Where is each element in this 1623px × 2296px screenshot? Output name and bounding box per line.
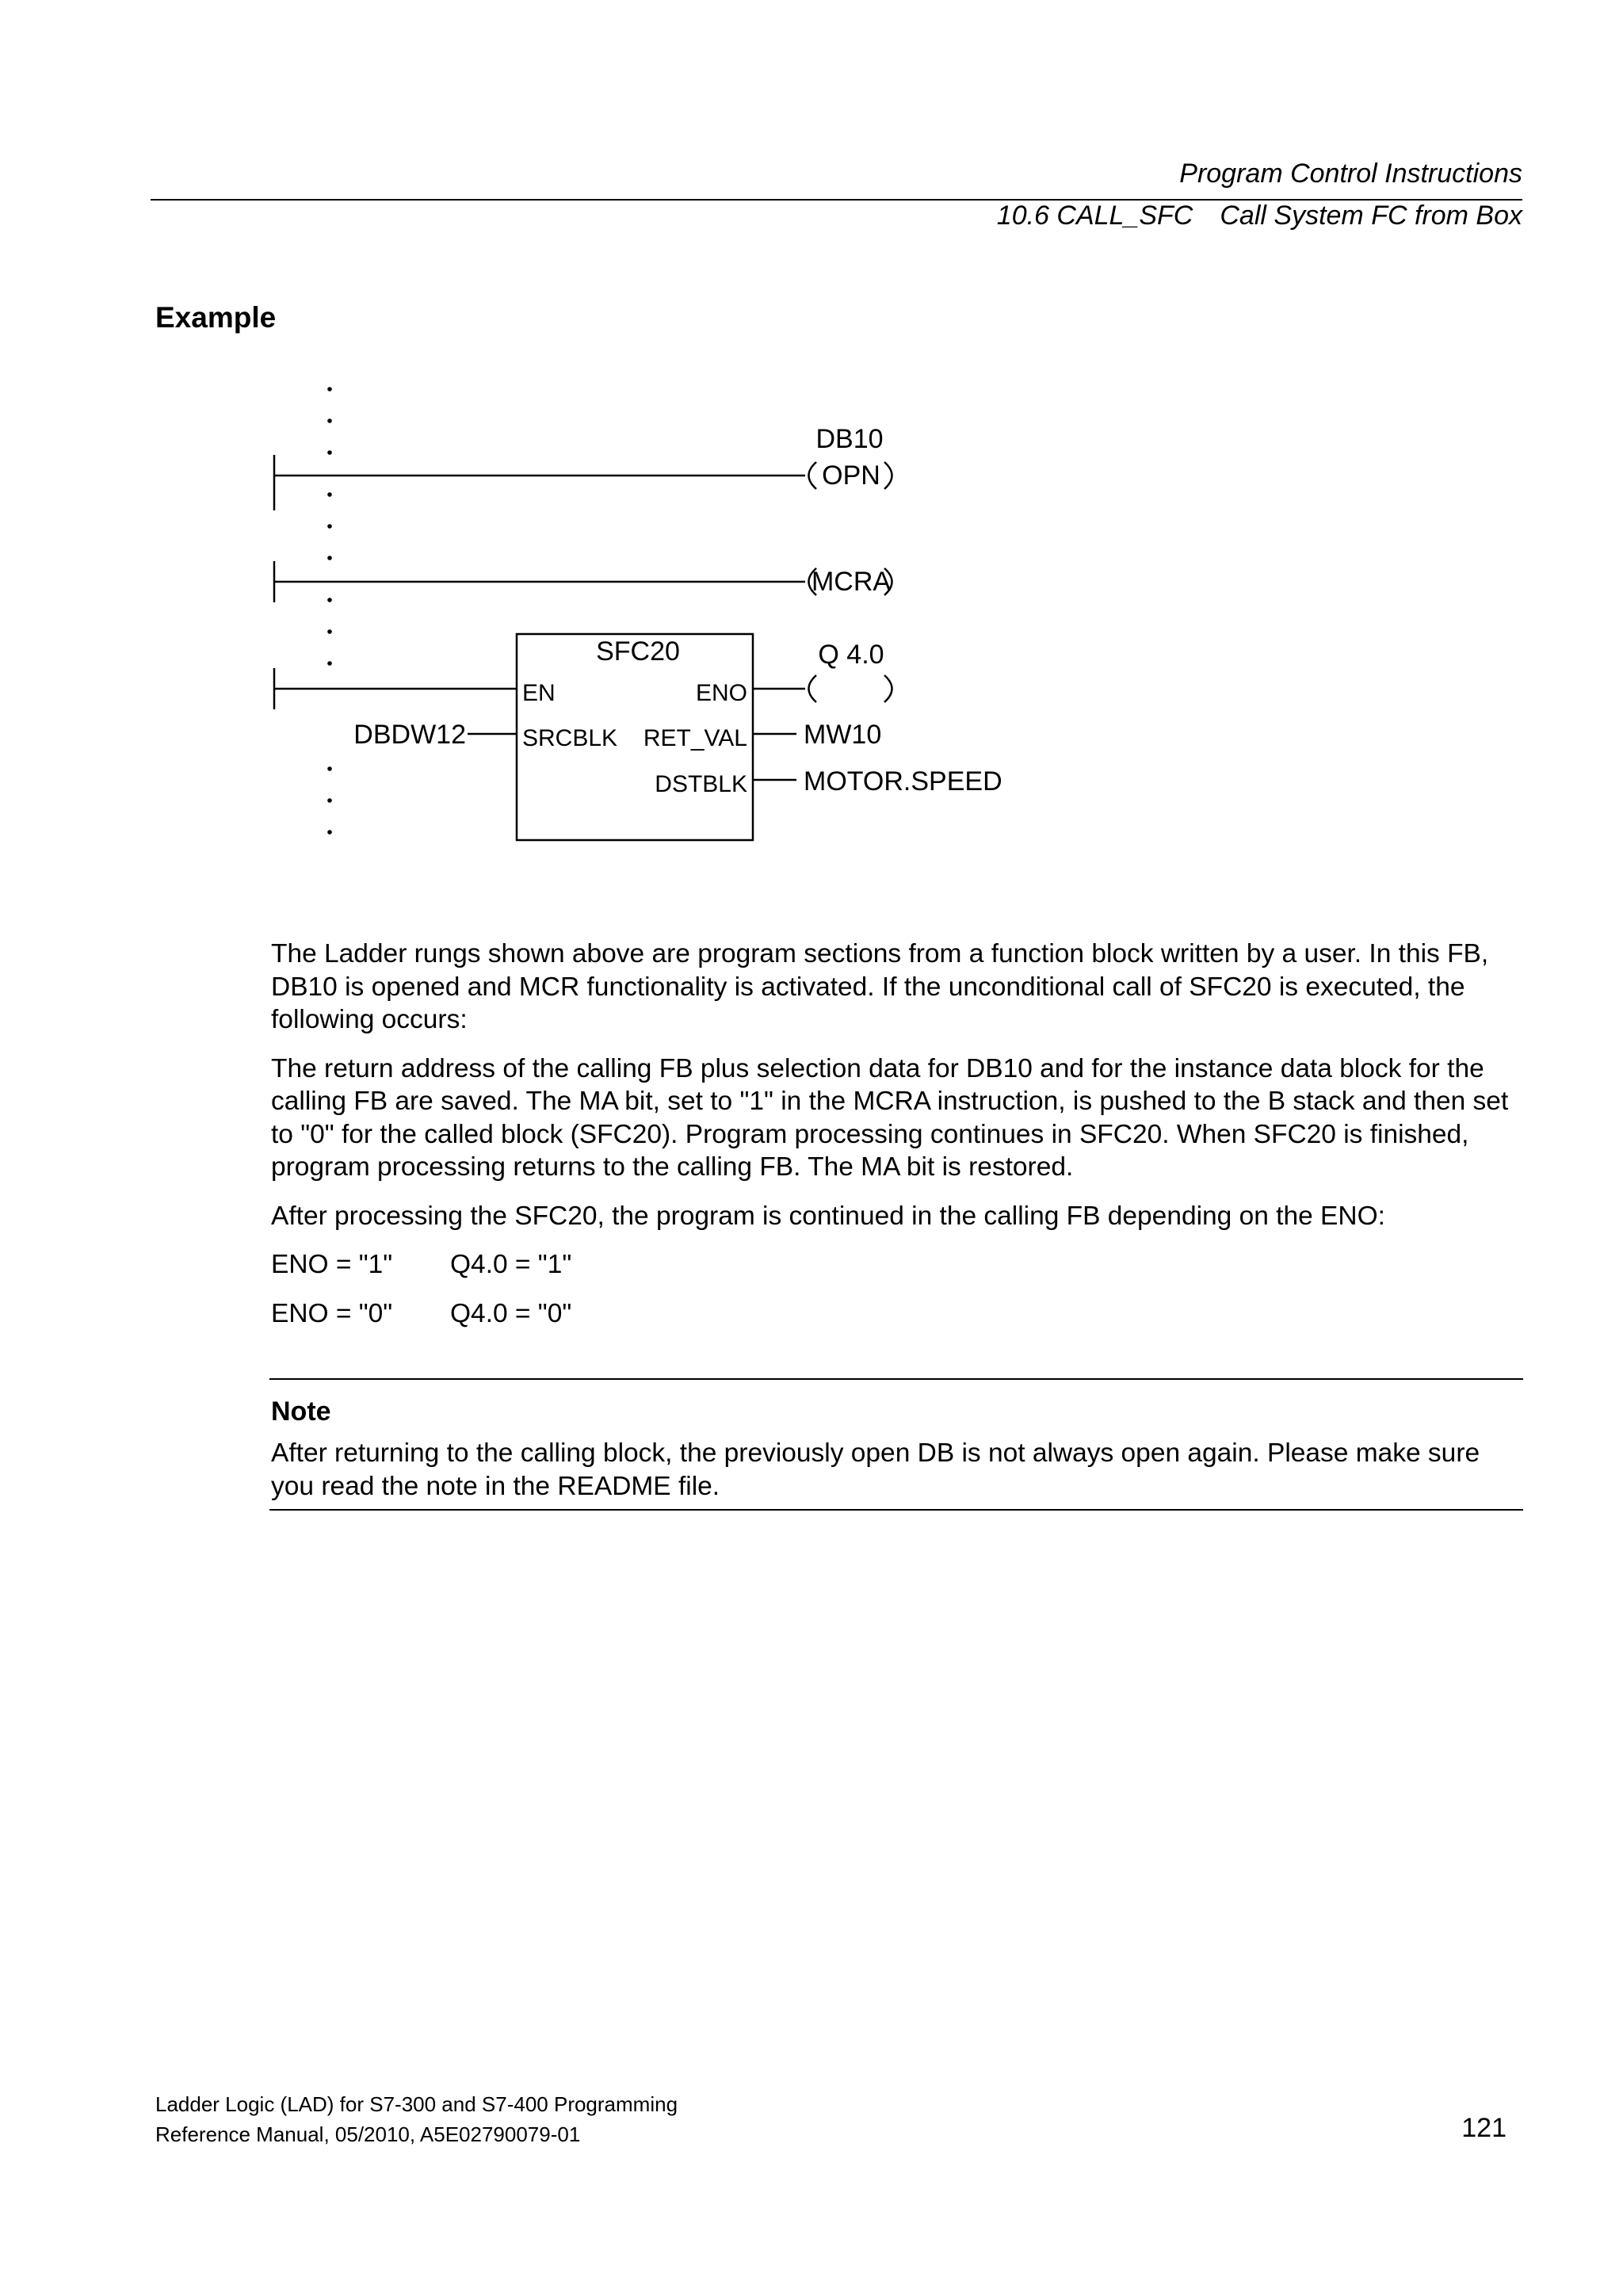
pin-ret-val: RET_VAL	[643, 725, 747, 751]
paragraph-2: The return address of the calling FB plus selection data for DB10 and for the instance data block for the calling FB are saved. The MA bit, set to "1" in the MCRA instruction, is pushed to the B stack and then set to "0" for the called block (SFC20). Program processing continues in SFC20. When SFC20 is finished, program processing returns to the calling FB. The MA bit is restored.	[271, 1053, 1509, 1182]
paragraph-3: After processing the SFC20, the program is continued in the calling FB depending on the ENO:	[271, 1201, 1385, 1231]
ladder-diagram	[0, 0, 1623, 872]
note-text: After returning to the calling block, the previously open DB is not always open again. Please make sure you read the note in the README file.	[271, 1438, 1480, 1501]
rung-mcra	[274, 561, 892, 602]
subsection-number: 10.6 CALL_SFC	[996, 201, 1193, 231]
pin-srcblk: SRCBLK	[522, 725, 618, 751]
eno-row-2	[271, 1297, 1527, 1331]
eno-row-1	[271, 1248, 1527, 1282]
q-value: Q4.0 = "0"	[450, 1298, 572, 1328]
footer-line-2: Reference Manual, 05/2010, A5E02790079-01	[155, 2122, 581, 2146]
footer	[155, 2089, 678, 2149]
example-heading: Example	[155, 301, 277, 334]
rung-opn	[274, 455, 892, 510]
page-number: 121	[1461, 2113, 1507, 2143]
section-title: Program Control Instructions	[1179, 159, 1522, 189]
subsection-title: Call System FC from Box	[1220, 201, 1522, 231]
eno-value: ENO = "1"	[271, 1250, 393, 1279]
opn-coil-label: OPN	[822, 460, 880, 491]
eno-value: ENO = "0"	[271, 1298, 393, 1328]
note-top-rule	[269, 1378, 1523, 1380]
dstblk-operand: MOTOR.SPEED	[804, 766, 1002, 797]
pin-dstblk: DSTBLK	[655, 771, 747, 797]
footer-line-1: Ladder Logic (LAD) for S7-300 and S7-400 Programming	[155, 2092, 678, 2116]
srcblk-operand: DBDW12	[353, 720, 466, 750]
opn-operand: DB10	[815, 424, 884, 454]
paragraph-1: The Ladder rungs shown above are program sections from a function block written by a user. In this FB, DB10 is opened and MCR functionality is activated. If the unconditional call of SFC20 is executed, the following occurs:	[271, 939, 1489, 1034]
mcra-coil-label: MCRA	[811, 567, 892, 597]
body-text	[271, 938, 1527, 1346]
note-bottom-rule	[269, 1509, 1523, 1511]
continuation-dots	[327, 387, 332, 835]
box-name: SFC20	[596, 636, 680, 667]
coil-operand: Q 4.0	[818, 640, 884, 670]
note-title: Note	[271, 1396, 331, 1427]
ret-val-operand: MW10	[804, 720, 882, 750]
pin-en: EN	[522, 680, 556, 706]
pin-eno: ENO	[695, 680, 747, 706]
q-value: Q4.0 = "1"	[450, 1250, 572, 1279]
